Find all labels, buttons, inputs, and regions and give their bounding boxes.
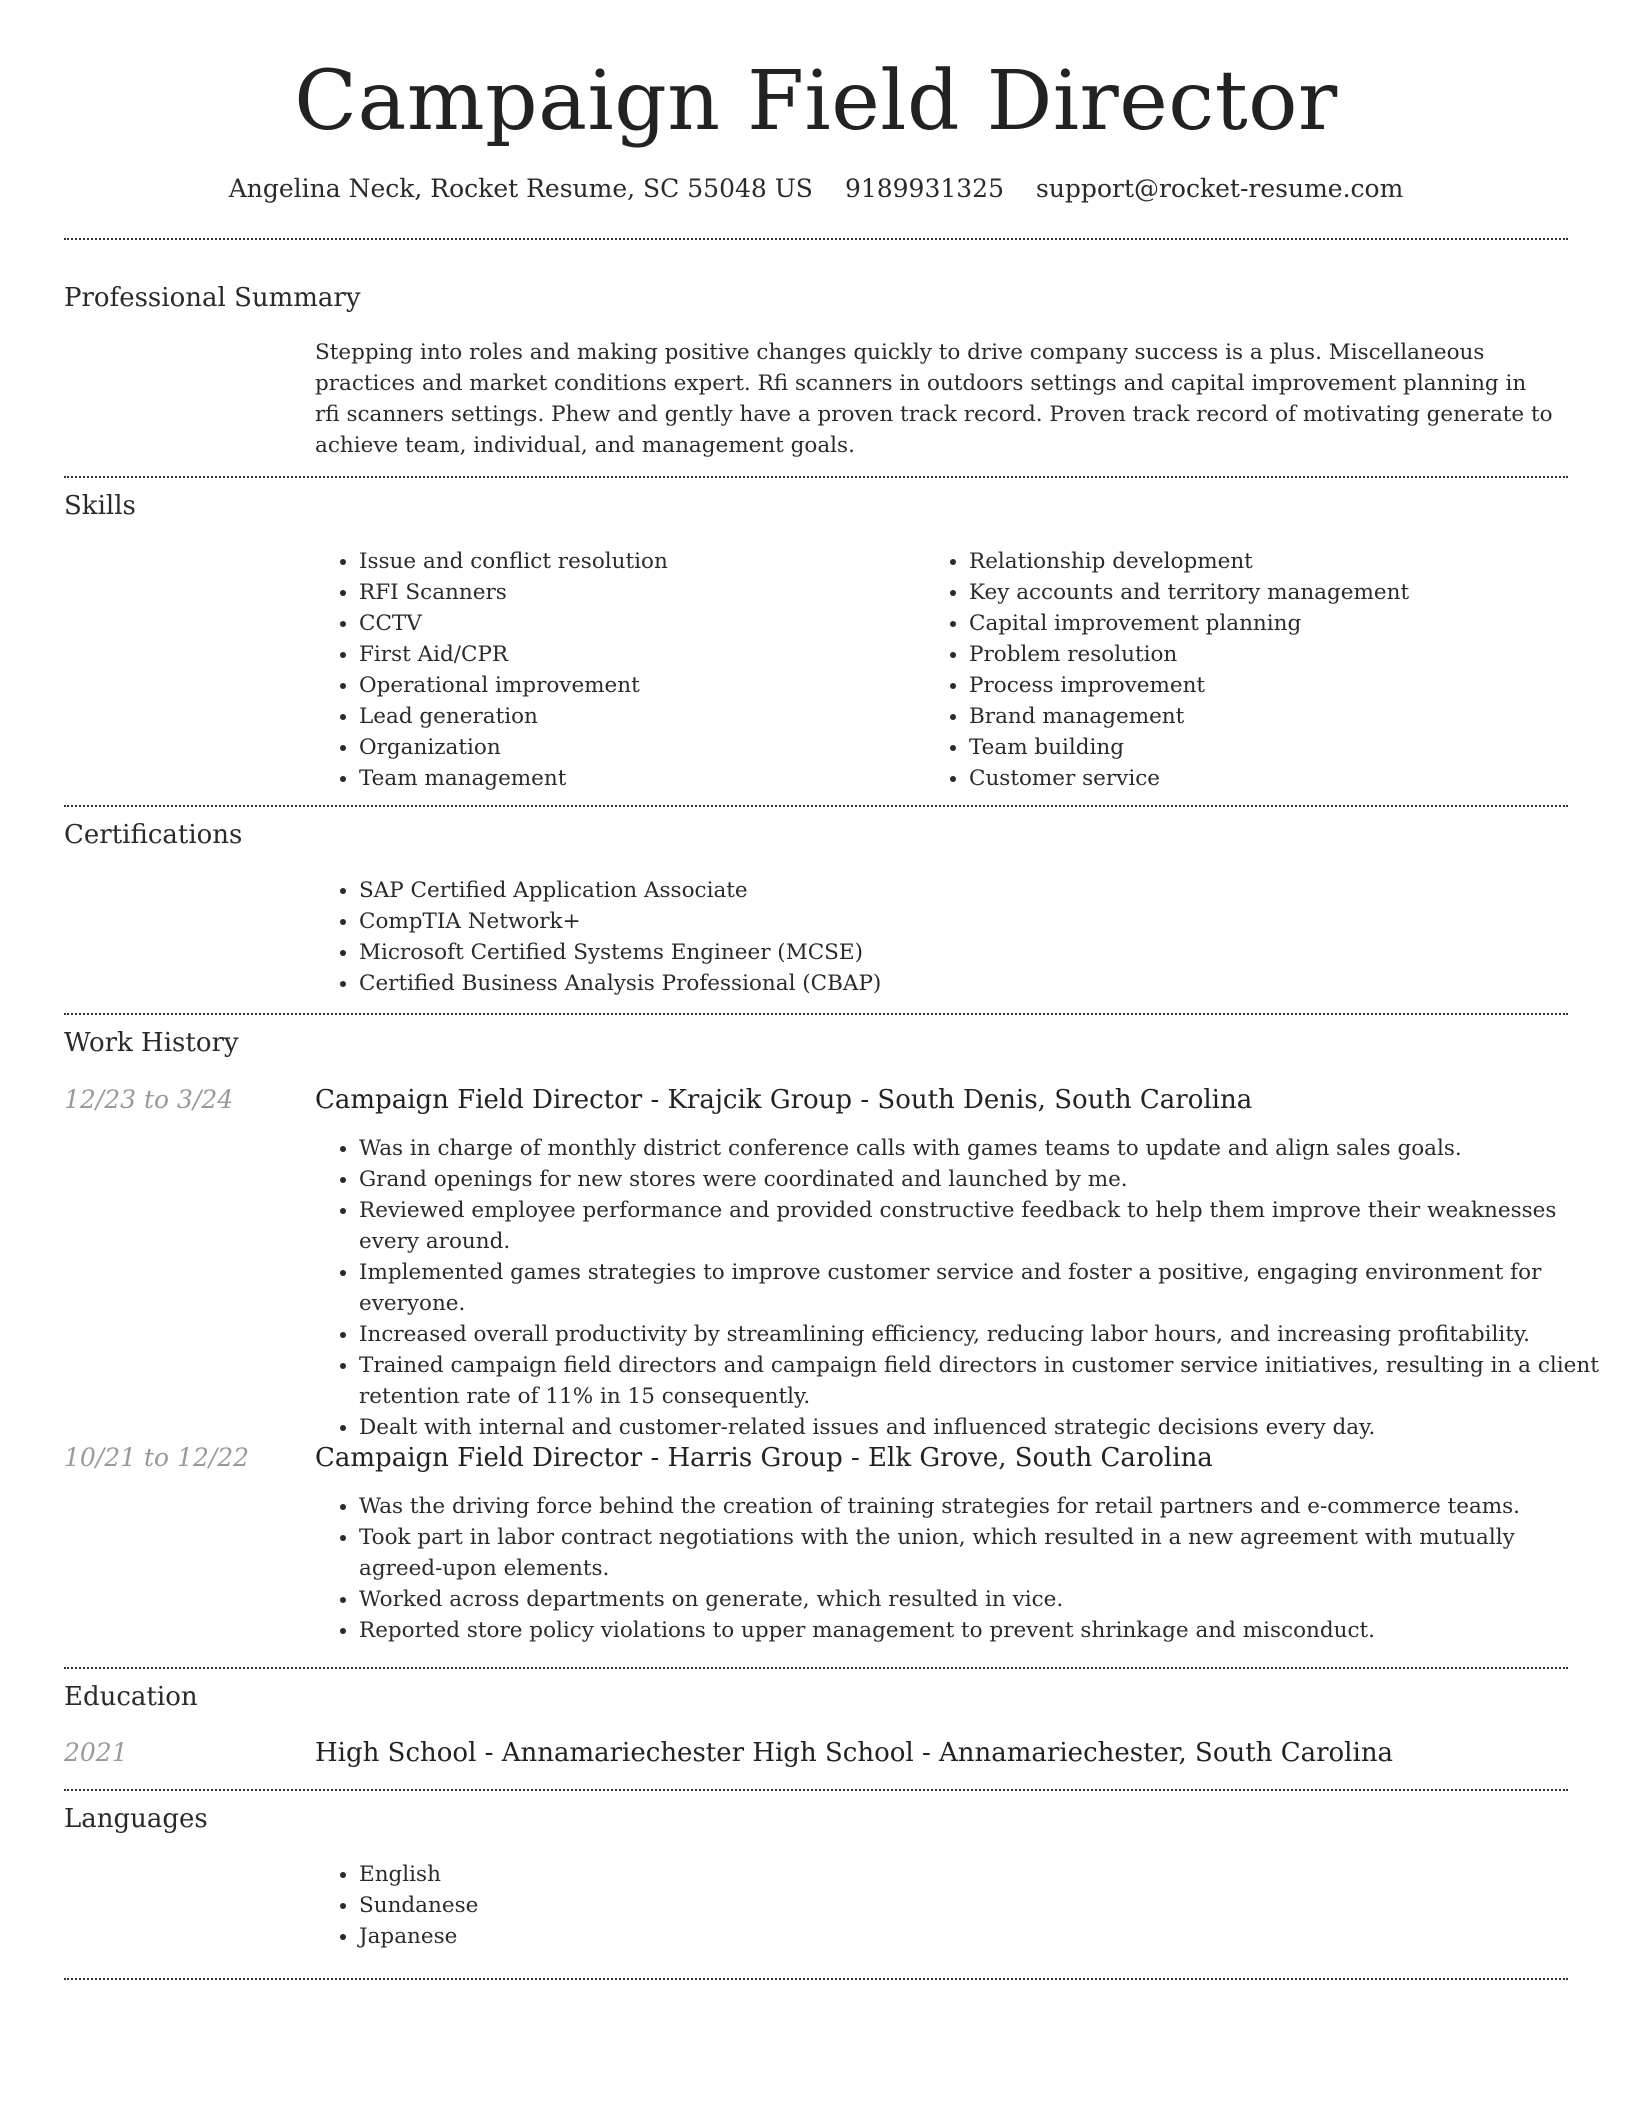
list-item: • Grand openings for new stores were coordinated and launched by me. — [359, 1164, 1609, 1195]
list-item: • CCTV — [359, 608, 919, 639]
list-item: • Took part in labor contract negotiations with the union, which resulted in a new agreement with mutually agreed-upon elements. — [359, 1522, 1589, 1584]
section-divider — [64, 1013, 1568, 1015]
work-heading: Work History — [64, 1028, 239, 1058]
list-item: • Brand management — [969, 701, 1589, 732]
summary-text: Stepping into roles and making positive changes quickly to drive company success is a plus. Miscellaneous practices and market conditions expert. Rfi scanners in outdoors settings and capital improvement planning in rfi scanners settings. Phew and gently have a proven track record. Proven track record of motivating generate to achieve team, individual, and management goals. — [315, 340, 1553, 458]
languages-list — [315, 1859, 1599, 1952]
list-item: • English — [359, 1859, 1599, 1890]
section-divider — [64, 1978, 1568, 1980]
education-dates: 2021 — [64, 1738, 128, 1767]
section-divider — [64, 1789, 1568, 1791]
contact-phone: 9189931325 — [844, 174, 1004, 203]
skills-list-right — [925, 546, 1589, 794]
list-item: • Certified Business Analysis Professional (CBAP) — [359, 968, 1599, 999]
skills-list-left — [315, 546, 919, 794]
section-divider — [64, 805, 1568, 807]
job-bullets — [315, 1133, 1609, 1443]
resume-title: Campaign Field Director — [294, 54, 1338, 149]
job-dates: 12/23 to 3/24 — [64, 1085, 234, 1114]
list-item: • Team management — [359, 763, 919, 794]
list-item: • Microsoft Certified Systems Engineer (MCSE) — [359, 937, 1599, 968]
certifications-list — [315, 875, 1599, 999]
list-item: • Worked across departments on generate, which resulted in vice. — [359, 1584, 1589, 1615]
section-divider — [64, 238, 1568, 240]
contact-line — [0, 172, 1632, 206]
list-item: • Issue and conflict resolution — [359, 546, 919, 577]
job-dates: 10/21 to 12/22 — [64, 1443, 250, 1472]
list-item: • Relationship development — [969, 546, 1589, 577]
list-item: • Customer service — [969, 763, 1589, 794]
job-bullets — [315, 1491, 1589, 1646]
contact-address: Angelina Neck, Rocket Resume, SC 55048 US — [228, 174, 813, 203]
list-item: • RFI Scanners — [359, 577, 919, 608]
education-heading: Education — [64, 1682, 198, 1712]
certifications-heading: Certifications — [64, 820, 243, 850]
list-item: • Reviewed employee performance and provided constructive feedback to help them improve their weaknesses every around. — [359, 1195, 1609, 1257]
education-title: High School - Annamariechester High School - Annamariechester, South Carolina — [315, 1738, 1394, 1768]
list-item: • Problem resolution — [969, 639, 1589, 670]
contact-email: support@rocket-resume.com — [1036, 174, 1404, 203]
section-divider — [64, 476, 1568, 478]
list-item: • Trained campaign field directors and campaign field directors in customer service initiatives, resulting in a client retention rate of 11% in 15 consequently. — [359, 1350, 1609, 1412]
list-item: • Reported store policy violations to upper management to prevent shrinkage and misconduct. — [359, 1615, 1589, 1646]
skills-heading: Skills — [64, 491, 136, 521]
list-item: • Lead generation — [359, 701, 919, 732]
list-item: • Capital improvement planning — [969, 608, 1589, 639]
list-item: • Dealt with internal and customer-related issues and influenced strategic decisions every day. — [359, 1412, 1609, 1443]
list-item: • First Aid/CPR — [359, 639, 919, 670]
list-item: • Increased overall productivity by streamlining efficiency, reducing labor hours, and increasing profitability. — [359, 1319, 1609, 1350]
list-item: • Key accounts and territory management — [969, 577, 1589, 608]
list-item: • Organization — [359, 732, 919, 763]
languages-heading: Languages — [64, 1804, 208, 1834]
list-item: • Operational improvement — [359, 670, 919, 701]
list-item: • SAP Certified Application Associate — [359, 875, 1599, 906]
list-item: • Was in charge of monthly district conference calls with games teams to update and align sales goals. — [359, 1133, 1609, 1164]
list-item: • Was the driving force behind the creation of training strategies for retail partners and e-commerce teams. — [359, 1491, 1589, 1522]
summary-heading: Professional Summary — [64, 283, 361, 313]
list-item: • Implemented games strategies to improve customer service and foster a positive, engaging environment for everyone. — [359, 1257, 1609, 1319]
list-item: • Japanese — [359, 1921, 1599, 1952]
job-title: Campaign Field Director - Krajcik Group - South Denis, South Carolina — [315, 1085, 1253, 1115]
list-item: • Sundanese — [359, 1890, 1599, 1921]
list-item: • Process improvement — [969, 670, 1589, 701]
job-title: Campaign Field Director - Harris Group - Elk Grove, South Carolina — [315, 1443, 1213, 1473]
list-item: • CompTIA Network+ — [359, 906, 1599, 937]
section-divider — [64, 1667, 1568, 1669]
list-item: • Team building — [969, 732, 1589, 763]
